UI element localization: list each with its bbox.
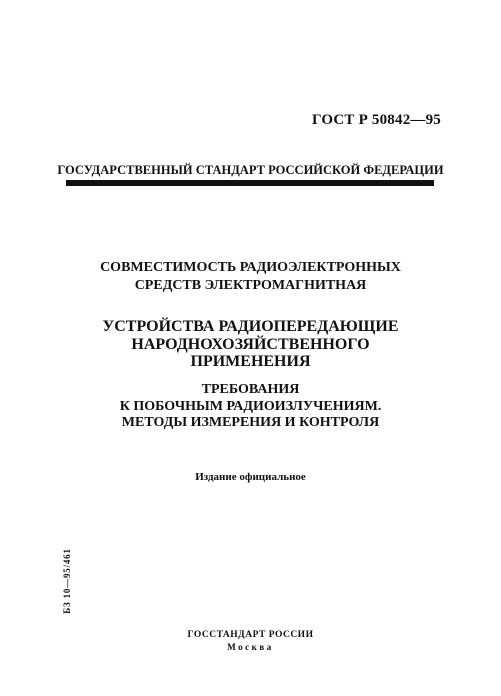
devices-title: [0, 318, 501, 371]
compatibility-title-line-1: СОВМЕСТИМОСТЬ РАДИОЭЛЕКТРОННЫХ: [100, 260, 401, 275]
requirements-title-line-2: К ПОБОЧНЫМ РАДИОИЗЛУЧЕНИЯМ.: [119, 398, 382, 414]
gost-number: ГОСТ Р 50842—95: [311, 112, 441, 128]
devices-title-line-2: НАРОДНОХОЗЯЙСТВЕННОГО: [131, 335, 370, 353]
requirements-title-line-3: МЕТОДЫ ИЗМЕРЕНИЯ И КОНТРОЛЯ: [121, 415, 380, 430]
requirements-title-line-1: ТРЕБОВАНИЯ: [201, 382, 300, 397]
devices-title-line-1: УСТРОЙСТВА РАДИОПЕРЕДАЮЩИЕ: [102, 318, 399, 335]
requirements-title: [0, 382, 501, 432]
publication-city: Москва: [227, 642, 274, 652]
compatibility-title-line-2: СРЕДСТВ ЭЛЕКТРОМАГНИТНАЯ: [134, 278, 367, 293]
state-standard-heading: ГОСУДАРСТВЕННЫЙ СТАНДАРТ РОССИЙСКОЙ ФЕДЕРАЦИИ: [57, 163, 444, 177]
official-edition-label: Издание официальное: [195, 471, 306, 483]
side-code: БЗ 10—95/461: [62, 548, 72, 614]
publisher: ГОССТАНДАРТ РОССИИ: [187, 630, 314, 640]
heading-rule: [66, 180, 434, 186]
devices-title-line-3: ПРИМЕНЕНИЯ: [190, 353, 311, 370]
compatibility-title: [0, 259, 501, 295]
